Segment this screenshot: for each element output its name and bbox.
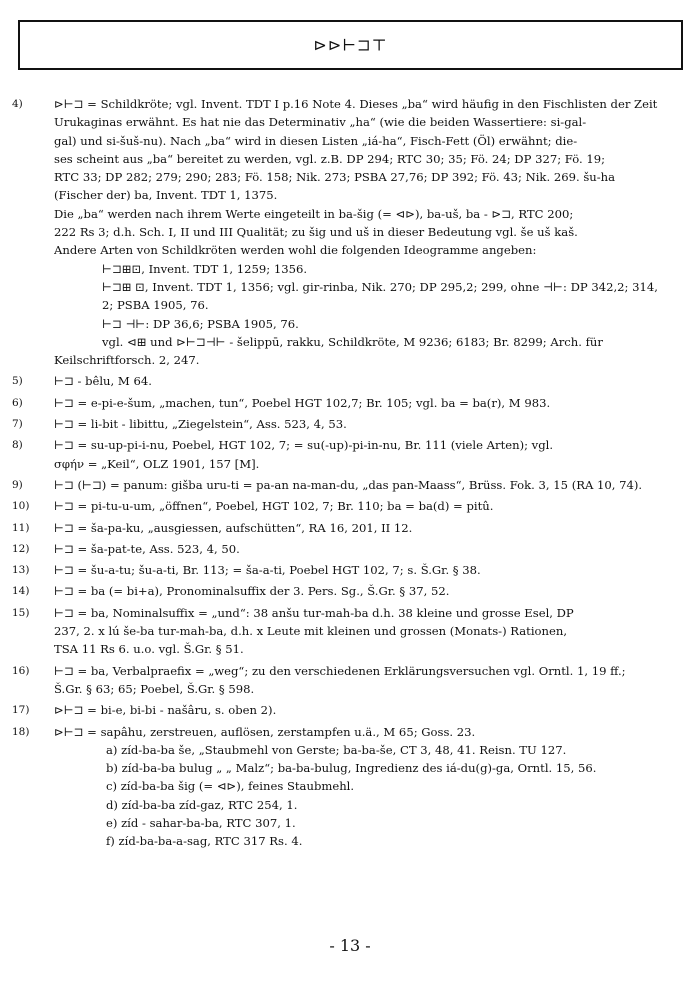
entry-line: ⊳⊢⊐ = Schildkröte; vgl. Invent. TDT I p.16 Note 4. Dieses „ba“ wird häufig in den Fischlisten der Zeit — [54, 97, 658, 111]
dictionary-entry — [12, 497, 690, 515]
entry-subitem: f) zíd-ba-ba-a-sag, RTC 317 Rs. 4. — [106, 834, 303, 849]
entry-number: 16) — [12, 664, 30, 677]
entry-number: 4) — [12, 98, 23, 110]
entry-line: ⊢⊐ = pi-tu-u-um, „öffnen“, Poebel, HGT 102, 7; Br. 110; ba = ba(d) = pitû. — [54, 499, 494, 514]
page-number: - 13 - — [329, 936, 371, 955]
entry-line: ⊳⊢⊐ = bi-e, bi-bi - našâru, s. oben 2). — [54, 703, 277, 718]
entry-line: ⊢⊐ = li-bit - libittu, „Ziegelstein“, Ass. 523, 4, 53. — [54, 417, 347, 432]
entry-line: Š.Gr. § 63; 65; Poebel, Š.Gr. § 598. — [54, 681, 255, 696]
entry-line: Andere Arten von Schildkröten werden wohl die folgenden Ideogramme angeben: — [54, 243, 537, 258]
entry-line: Die „ba“ werden nach ihrem Werte eingeteilt in ba-šig (= ⊲⊳), ba-uš, ba - ⊳⊐, RTC 200; — [54, 206, 574, 221]
dictionary-entries — [12, 95, 690, 854]
dictionary-entry — [12, 519, 690, 537]
dictionary-entry — [12, 582, 690, 600]
entry-line: σφήν = „Keil“, OLZ 1901, 157 [M]. — [54, 456, 260, 471]
entry-line: Urukaginas erwähnt. Es hat nie das Determinativ „ha“ (wie die beiden Wassertiere: si-gal- — [54, 115, 587, 130]
entry-line: 2; PSBA 1905, 76. — [102, 298, 209, 313]
entry-line: TSA 11 Rs 6. u.o. vgl. Š.Gr. § 51. — [54, 642, 244, 657]
dictionary-entry — [12, 476, 690, 494]
cuneiform-sign-icon: ⊳⊳⊢⊐⊤ — [313, 35, 388, 55]
entry-line: (Fischer der) ba, Invent. TDT 1, 1375. — [54, 188, 278, 203]
entry-line: ⊢⊐ = e-pi-e-šum, „machen, tun“, Poebel HGT 102,7; Br. 105; vgl. ba = ba(r), M 983. — [54, 395, 551, 410]
entry-line: ⊢⊐ = su-up-pi-i-nu, Poebel, HGT 102, 7; = su(-up)-pi-in-nu, Br. 111 (viele Arten); vgl. — [54, 438, 554, 453]
entry-number: 17) — [12, 704, 30, 717]
entry-line: 237, 2. x lú še-ba tur-mah-ba, d.h. x Leute mit kleinen und grossen (Monats-) Rationen, — [54, 624, 568, 639]
entry-line: ⊢⊐ = ša-pa-ku, „ausgiessen, aufschütten“, RA 16, 201, II 12. — [54, 520, 413, 535]
entry-line: ⊢⊐ = ba, Verbalpraefix = „weg“; zu den verschiedenen Erklärungsversuchen vgl. Orntl. 1, 19 ff.; — [54, 663, 626, 678]
entry-number: 15) — [12, 606, 30, 619]
entry-number: 14) — [12, 585, 30, 598]
entry-line: 222 Rs 3; d.h. Sch. I, II und III Qualität; zu šig und uš in dieser Bedeutung vgl. še uš kaš. — [54, 225, 578, 240]
entry-line: ⊢⊐ = ba (= bi+a), Pronominalsuffix der 3. Pers. Sg., Š.Gr. § 37, 52. — [54, 584, 450, 599]
dictionary-entry — [12, 436, 690, 473]
dictionary-entry — [12, 372, 690, 390]
entry-subitem: b) zíd-ba-ba bulug „ „ Malz“; ba-ba-bulug, Ingredienz des iá-du(g)-ga, Orntl. 15, 56. — [106, 761, 597, 776]
entry-number: 13) — [12, 564, 30, 577]
dictionary-entry — [12, 662, 690, 699]
entry-line: ⊢⊐ ⊣⊢: DP 36,6; PSBA 1905, 76. — [102, 316, 299, 331]
entry-line: ⊢⊐ = ša-pat-te, Ass. 523, 4, 50. — [54, 541, 240, 556]
dictionary-entry — [12, 561, 690, 579]
entry-line: ⊢⊐⊞ ⊡, Invent. TDT 1, 1356; vgl. gir-rinba, Nik. 270; DP 295,2; 299, ohne ⊣⊢: DP 342,2; 314, — [102, 279, 658, 294]
dictionary-entry — [12, 95, 690, 369]
entry-number: 10) — [12, 500, 30, 513]
header-box — [18, 20, 683, 70]
entry-line: gal) und si-šuš-nu). Nach „ba“ wird in diesen Listen „iá-ha“, Fisch-Fett (Öl) erwähnt; die- — [54, 133, 578, 148]
entry-number: 5) — [12, 375, 23, 388]
entry-line: ses scheint aus „ba“ bereitet zu werden, vgl. z.B. DP 294; RTC 30; 35; Fö. 24; DP 327; Fö. 19; — [54, 151, 606, 166]
entry-line: ⊢⊐⊞⊡, Invent. TDT 1, 1259; 1356. — [102, 261, 308, 276]
entry-number: 6) — [12, 396, 23, 409]
entry-subitem: e) zíd - sahar-ba-ba, RTC 307, 1. — [106, 815, 296, 830]
entry-number: 9) — [12, 478, 23, 491]
dictionary-entry — [12, 540, 690, 558]
entry-line: ⊳⊢⊐ = sapâhu, zerstreuen, auflösen, zerstampfen u.ä., M 65; Goss. 23. — [54, 724, 476, 739]
entry-line: ⊢⊐ = ba, Nominalsuffix = „und“: 38 anšu tur-mah-ba d.h. 38 kleine und grosse Esel, DP — [54, 605, 574, 620]
entry-number: 7) — [12, 418, 23, 431]
entry-subitem: c) zíd-ba-ba šig (= ⊲⊳), feines Staubmehl. — [106, 779, 355, 794]
dictionary-entry — [12, 701, 690, 719]
entry-number: 11) — [12, 521, 30, 534]
entry-line: RTC 33; DP 282; 279; 290; 283; Fö. 158; Nik. 273; PSBA 27,76; DP 392; Fö. 43; Nik. 269. šu-ha — [54, 170, 616, 185]
entry-line: Keilschriftforsch. 2, 247. — [54, 353, 200, 368]
entry-subitem: d) zíd-ba-ba zíd-gaz, RTC 254, 1. — [106, 797, 298, 812]
entry-number: 18) — [12, 725, 30, 738]
dictionary-entry — [12, 415, 690, 433]
entry-line: ⊢⊐ - bêlu, M 64. — [54, 374, 152, 389]
entry-number: 8) — [12, 439, 23, 452]
entry-line: ⊢⊐ (⊢⊐) = panum: gišba uru-ti = pa-an na-man-du, „das pan-Maass“, Brüss. Fok. 3, 15 (RA 10, 74). — [54, 477, 643, 492]
entry-number: 12) — [12, 542, 30, 555]
dictionary-entry — [12, 394, 690, 412]
dictionary-entry — [12, 723, 690, 851]
entry-line: ⊢⊐ = šu-a-tu; šu-a-ti, Br. 113; = ša-a-ti, Poebel HGT 102, 7; s. Š.Gr. § 38. — [54, 563, 481, 578]
entry-subitem: a) zíd-ba-ba še, „Staubmehl von Gerste; ba-ba-še, CT 3, 48, 41. Reisn. TU 127. — [106, 742, 567, 757]
entry-line: vgl. ⊲⊞ und ⊳⊢⊐⊣⊢ - šelippū, rakku, Schildkröte, M 9236; 6183; Br. 8299; Arch. für — [102, 334, 603, 349]
dictionary-entry — [12, 604, 690, 659]
